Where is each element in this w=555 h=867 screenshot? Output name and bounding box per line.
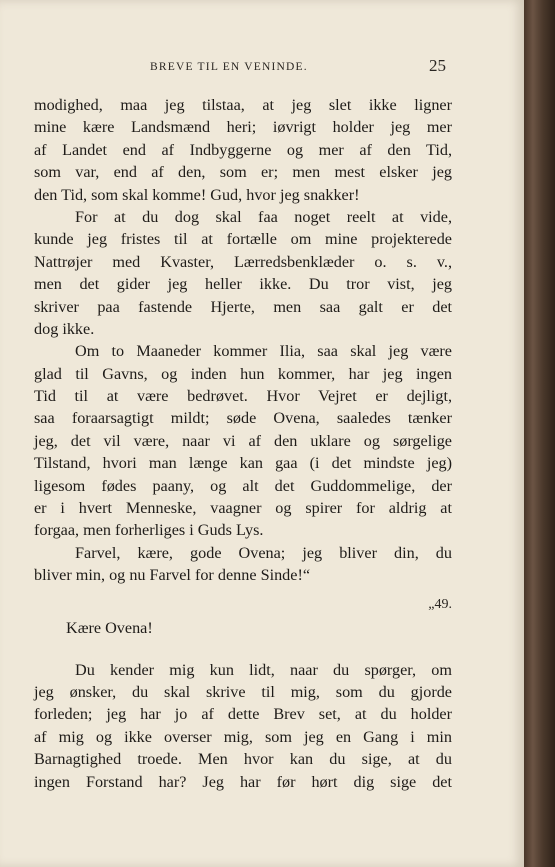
text-line: Om to Maaneder kommer Ilia, saa skal jeg være [75, 342, 452, 361]
page-header [32, 58, 450, 76]
text-line: ligesom fødes paany, og alt det Guddommelige, der [34, 476, 452, 495]
text-line: dog ikke. [34, 319, 95, 338]
text-line: glad til Gavns, og inden hun kommer, har jeg ingen [34, 364, 452, 383]
text-line: skriver paa fastende Hjerte, men saa galt er det [34, 297, 452, 316]
text-line: jeg, det vil være, naar vi af den uklare og sørgelige [34, 431, 452, 450]
text-line: For at du dog skal faa noget reelt at vide, [75, 207, 452, 226]
text-line: kunde jeg fristes til at fortælle om mine projekterede [34, 230, 452, 249]
text-line: af Landet end af Indbyggerne og mer af den Tid, [34, 140, 452, 159]
text-line: saa foraarsagtigt mildt; søde Ovena, saaledes tænker [34, 409, 452, 428]
text-line: af mig og ikke overser mig, som jeg en Gang i min [34, 727, 452, 746]
page-number: 25 [429, 56, 446, 75]
letter-heading [34, 587, 452, 647]
paragraph-4 [34, 542, 452, 587]
text-line: Farvel, kære, gode Ovena; jeg bliver din, du [75, 543, 452, 562]
text-line: er i hvert Menneske, vaagner og spirer for aldrig at [34, 499, 452, 518]
text-line: jeg ønsker, du skal skrive til mig, som du gjorde [34, 682, 452, 701]
paragraph-5 [34, 659, 452, 793]
text-line: Nattrøjer med Kvaster, Lærredsbenklæder o. s. v., [34, 252, 452, 271]
text-line: som var, end af den, som er; men mest elsker jeg [34, 163, 452, 182]
text-line: Barnagtighed troede. Men hvor kan du sige, at du [34, 750, 452, 769]
text-line: forgaa, men forherliges i Guds Lys. [34, 521, 264, 540]
text-line: den Tid, som skal komme! Gud, hvor jeg snakker! [34, 185, 360, 204]
text-line: ingen Forstand har? Jeg har før hørt dig sige det [34, 772, 452, 791]
text-line: forleden; jeg har jo af dette Brev set, at du holder [34, 705, 452, 724]
paragraph-1 [34, 94, 452, 206]
body-text [34, 94, 452, 793]
salutation: Kære Ovena! [66, 618, 153, 637]
spacer [34, 647, 452, 659]
text-line: men det gider jeg heller ikke. Du tror vist, jeg [34, 275, 452, 294]
text-line: Tilstand, hvori man længe kan gaa (i det mindste jeg) [34, 454, 452, 473]
text-line: Du kender mig kun lidt, naar du spørger, om [75, 660, 452, 679]
text-line: modighed, maa jeg tilstaa, at jeg slet ikke ligner [34, 96, 452, 114]
paragraph-2 [34, 206, 452, 340]
text-line: bliver min, og nu Farvel for denne Sinde!“ [34, 566, 311, 585]
running-title: BREVE TIL EN VENINDE. [150, 61, 308, 73]
book-spine [521, 0, 555, 867]
paragraph-3 [34, 340, 452, 542]
letter-number: „49. [428, 596, 452, 612]
text-line: mine kære Landsmænd heri; iøvrigt holder jeg mer [34, 118, 452, 137]
text-line: Tid til at være bedrøvet. Hvor Vejret er dejligt, [34, 387, 452, 406]
